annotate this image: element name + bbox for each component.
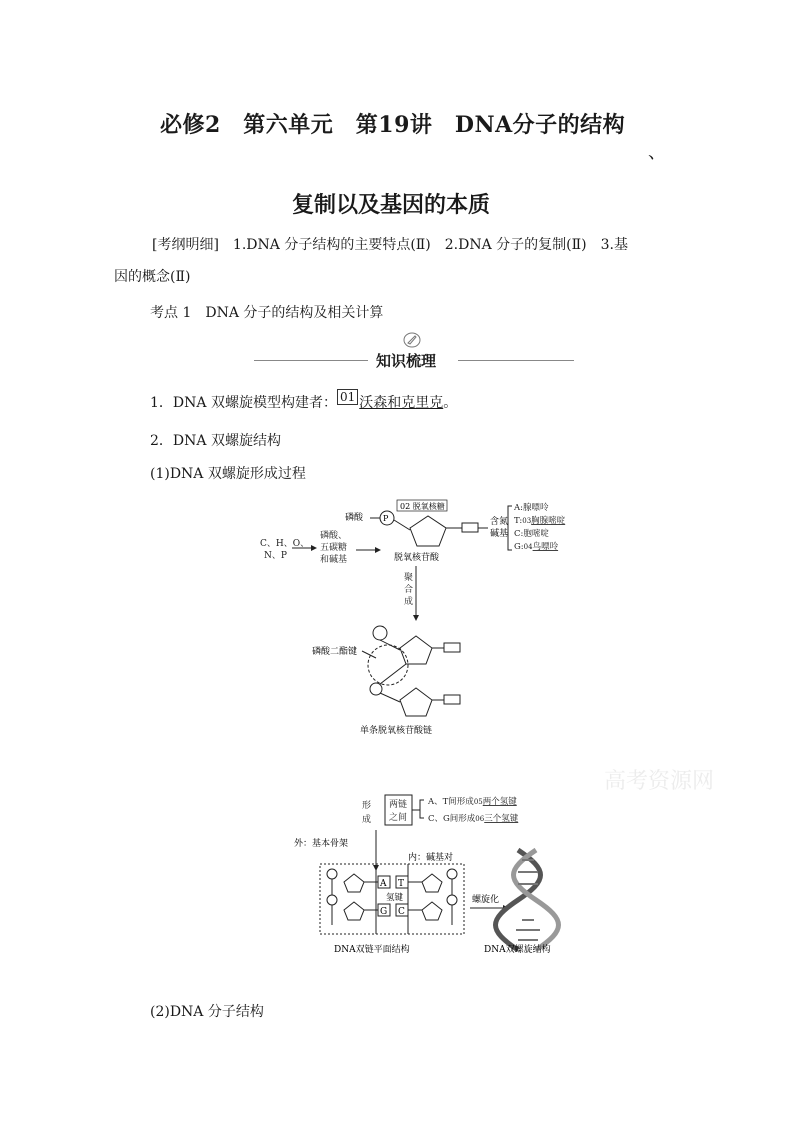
section-divider-right <box>458 360 574 361</box>
item-1 <box>150 389 457 412</box>
svg-text:合: 合 <box>404 585 414 595</box>
svg-text:形: 形 <box>362 801 372 811</box>
base-g: G <box>380 907 388 917</box>
svg-text:五碳糖: 五碳糖 <box>320 543 348 553</box>
syllabus-line2: 因的概念(Ⅱ) <box>114 269 191 285</box>
double-helix-diagram <box>286 780 586 960</box>
dna-formation-diagram <box>250 490 580 750</box>
item-2-1: (1)DNA 双螺旋形成过程 <box>150 466 306 482</box>
elements-label: C、H、O、 <box>260 539 310 549</box>
pen-icon <box>402 331 422 349</box>
base-list <box>513 502 566 552</box>
svg-text:C:胞嘧啶: C:胞嘧啶 <box>514 529 549 539</box>
item-2: 2．DNA 双螺旋结构 <box>150 433 281 449</box>
svg-text:之间: 之间 <box>389 813 408 823</box>
kaodian-heading: 考点 1 DNA 分子的结构及相关计算 <box>150 305 384 321</box>
item-1-prefix: 1．DNA 双螺旋模型构建者： <box>150 395 337 411</box>
chain-label: 单条脱氧核苷酸链 <box>360 726 433 736</box>
polymerize-label <box>404 572 413 607</box>
elements-label-2: N、P <box>264 551 287 561</box>
svg-text:T:03胸腺嘧啶: T:03胸腺嘧啶 <box>514 516 566 526</box>
at-bond-text: A、T间形成05两个氢键 <box>428 797 517 807</box>
blank-number: 01 <box>337 389 358 405</box>
section-divider-left <box>254 360 368 361</box>
page-title-line1: 必修2 第六单元 第19讲 DNA分子的结构 <box>160 112 626 138</box>
dna-helix-image <box>496 850 559 950</box>
cg-bond-text: C、G间形成06三个氢键 <box>428 814 519 824</box>
svg-text:G:04鸟嘌呤: G:04鸟嘌呤 <box>514 542 559 552</box>
phosphate-label: 磷酸 <box>345 513 364 523</box>
hbond-label: 氢键 <box>386 893 404 903</box>
watermark: 高考资源网 <box>604 769 715 794</box>
svg-text:成: 成 <box>404 597 414 607</box>
svg-text:成: 成 <box>362 815 372 825</box>
svg-text:两链: 两链 <box>389 800 408 810</box>
svg-text:聚: 聚 <box>404 573 414 583</box>
formation-label <box>362 800 371 825</box>
p-symbol: P <box>383 514 389 523</box>
inner-label: 内：碱基对 <box>408 853 454 863</box>
section-title: 知识梳理 <box>376 352 437 370</box>
base-t: T <box>398 879 405 889</box>
syllabus-line1: [考纲明细] 1.DNA 分子结构的主要特点(Ⅱ) 2.DNA 分子的复制(Ⅱ) 3.基 <box>152 237 628 253</box>
item-2-2: (2)DNA 分子结构 <box>150 1004 264 1020</box>
title-mark: 、 <box>648 142 666 163</box>
materials-label <box>320 529 347 565</box>
base-a: A <box>380 879 387 889</box>
svg-text:碱基: 碱基 <box>490 529 509 539</box>
outer-label: 外：基本骨架 <box>294 839 349 849</box>
item-1-suffix: 。 <box>443 395 458 411</box>
page-title-line2: 复制以及基因的本质 <box>292 192 491 218</box>
sugar-label: 02 脱氧核糖 <box>400 502 445 511</box>
blank-answer: 沃森和克里克 <box>359 395 444 411</box>
helix-structure-label: DNA双螺旋结构 <box>484 945 551 955</box>
svg-text:A:腺嘌呤: A:腺嘌呤 <box>514 503 549 513</box>
bond-label: 磷酸二酯键 <box>312 647 358 657</box>
base-c: C <box>398 907 405 917</box>
base-label: 含氮 <box>490 517 509 527</box>
plane-structure-label: DNA双链平面结构 <box>334 945 410 955</box>
svg-text:和碱基: 和碱基 <box>320 555 348 565</box>
nucleotide-label: 脱氧核苷酸 <box>394 553 440 563</box>
svg-text:磷酸、: 磷酸、 <box>320 531 348 541</box>
spiral-label: 螺旋化 <box>472 895 500 905</box>
